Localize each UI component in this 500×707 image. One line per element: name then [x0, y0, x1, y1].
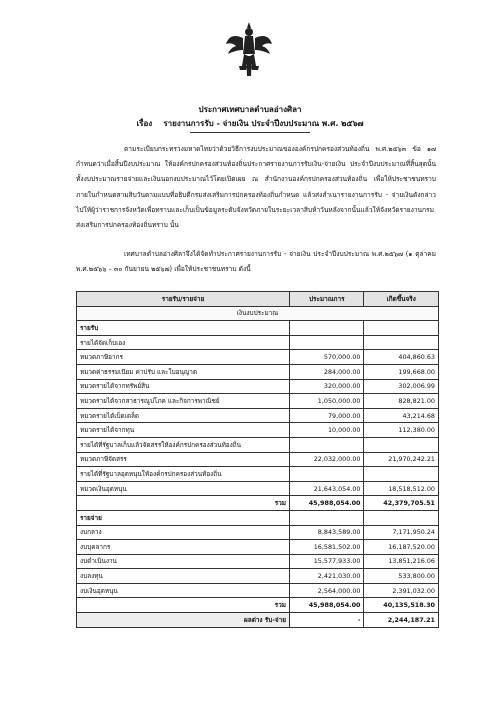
col-header-actual: เกิดขึ้นจริง	[364, 292, 439, 307]
row-estimate: 15,577,933.00	[290, 554, 364, 569]
row-label: งบเงินอุดหนุน	[77, 583, 290, 598]
row-actual: 2,391,032.00	[364, 583, 439, 598]
row-label: งบบุคลากร	[77, 540, 290, 555]
row-actual: 302,006.99	[364, 379, 439, 394]
row-estimate: 16,581,502.00	[290, 540, 364, 555]
net-difference-label: ผลต่าง รับ-จ่าย	[77, 613, 290, 628]
announcement-subject	[0, 117, 500, 130]
table-row	[77, 379, 439, 394]
expense-total-row	[77, 598, 439, 613]
row-estimate: 284,000.00	[290, 364, 364, 379]
col-header-estimate: ประมาณการ	[290, 292, 364, 307]
row-label: หมวดรายได้จากทรัพย์สิน	[77, 379, 290, 394]
table-row	[77, 554, 439, 569]
net-difference-row	[77, 613, 439, 628]
row-estimate: 21,643,054.00	[290, 481, 364, 496]
row-label: งบดำเนินงาน	[77, 554, 290, 569]
section-budget-row	[77, 306, 439, 321]
row-label: หมวดรายได้จากสาธารณูปโภค และกิจการพาณิชย์	[77, 394, 290, 409]
row-actual: 7,171,950.24	[364, 525, 439, 540]
row-actual: 112,380.00	[364, 423, 439, 438]
income-total-estimate: 45,988,054.00	[290, 496, 364, 511]
subject-text: รายงานการรับ - จ่ายเงิน ประจำปีงบประมาณ พ.ศ. ๒๕๖๗	[163, 119, 364, 128]
income-total-row	[77, 496, 439, 511]
title-divider	[190, 132, 310, 133]
income-group-row	[77, 321, 439, 336]
table-row	[77, 540, 439, 555]
table-row	[77, 350, 439, 365]
income-total-actual: 42,379,705.51	[364, 496, 439, 511]
net-difference-estimate: -	[290, 613, 364, 628]
row-label: หมวดภาษีจัดสรร	[77, 452, 290, 467]
own-revenue-group-row	[77, 335, 439, 350]
row-label: หมวดรายได้เบ็ดเตล็ด	[77, 408, 290, 423]
row-label: งบลงทุน	[77, 569, 290, 584]
expense-total-actual: 40,135,518.30	[364, 598, 439, 613]
table-row	[77, 423, 439, 438]
garuda-emblem	[224, 20, 274, 80]
gov-collected-group-row	[77, 437, 439, 452]
row-label: หมวดเงินอุดหนุน	[77, 481, 290, 496]
row-estimate: 79,000.00	[290, 408, 364, 423]
row-actual: 404,860.63	[364, 350, 439, 365]
section-budget-label: เงินงบประมาณ	[77, 306, 439, 321]
subsidy-group-row	[77, 467, 439, 482]
row-estimate: 1,050,000.00	[290, 394, 364, 409]
expense-total-estimate: 45,988,054.00	[290, 598, 364, 613]
intro-paragraph	[76, 142, 436, 233]
row-actual: 21,970,242.21	[364, 452, 439, 467]
row-estimate: 320,000.00	[290, 379, 364, 394]
row-estimate: 10,000.00	[290, 423, 364, 438]
subject-label: เรื่อง	[136, 119, 153, 128]
row-estimate: 2,564,000.00	[290, 583, 364, 598]
announcement-title: ประกาศเทศบาลตำบลอ่างศิลา	[198, 105, 302, 114]
table-row	[77, 394, 439, 409]
net-difference-actual: 2,244,187.21	[364, 613, 439, 628]
subsidy-label: รายได้ที่รัฐบาลอุดหนุนให้องค์กรปกครองส่วนท้องถิ่น	[77, 467, 290, 482]
expense-group-row	[77, 510, 439, 525]
row-actual: 828,821.00	[364, 394, 439, 409]
row-actual: 199,668.00	[364, 364, 439, 379]
expense-label: รายจ่าย	[77, 510, 290, 525]
row-actual: 43,214.68	[364, 408, 439, 423]
table-row	[77, 569, 439, 584]
own-revenue-label: รายได้จัดเก็บเอง	[77, 335, 290, 350]
expense-total-label: รวม	[77, 598, 290, 613]
gov-collected-label: รายได้ที่รัฐบาลเก็บแล้วจัดสรรให้องค์กรปกครองส่วนท้องถิ่น	[77, 437, 290, 452]
row-label: หมวดรายได้จากทุน	[77, 423, 290, 438]
second-paragraph	[76, 247, 436, 277]
row-label: หมวดค่าธรรมเนียม ค่าปรับ และใบอนุญาต	[77, 364, 290, 379]
table-row	[77, 481, 439, 496]
row-estimate: 570,000.00	[290, 350, 364, 365]
table-row	[77, 525, 439, 540]
row-actual: 18,518,512.00	[364, 481, 439, 496]
intro-paragraph-text: ตามระเบียบกระทรวงมหาดไทยว่าด้วยวิธีการงบประมาณขององค์กรปกครองส่วนท้องถิ่น พ.ศ.๒๕๖๓ ข้อ ๑๗ กำหนดว่าเมื่อสิ้นปีงบประมาณ ให้องค์กรปกครองส่วนท้องถิ่นประกาศรายงานการรับเงิน-จ่ายเงิน ประจำปีงบประมาณที่สิ้นสุดนั้น ทั้งงบประมาณรายจ่ายและเงินนอกงบประมาณไว้โดยเปิดเผย ณ สำนักงานองค์กรปกครองส่วนท้องถิ่น เพื่อให้ประชาชนทราบภายในกำหนดสามสิบวันตามแบบที่อธิบดีกรมส่งเสริมการปกครองท้องถิ่นกำหนด แล้วส่งสำเนารายงานการรับ - จ่ายเงินดังกล่าวไปให้ผู้ว่าราชการจังหวัดเพื่อทราบและเก็บเป็นข้อมูลระดับจังหวัดภายในระยะเวลาสิบห้าวันหลังจากนั้นแล้วให้จังหวัดรายงานกรมส่งเสริมการปกครองท้องถิ่นทราบ นั้น	[76, 145, 436, 230]
row-estimate: 22,032,000.00	[290, 452, 364, 467]
table-header-row	[77, 292, 439, 307]
row-estimate: 8,843,589.00	[290, 525, 364, 540]
table-row	[77, 364, 439, 379]
table-row	[77, 583, 439, 598]
row-actual: 16,187,520.00	[364, 540, 439, 555]
row-actual: 13,851,216.06	[364, 554, 439, 569]
table-row	[77, 452, 439, 467]
row-estimate: 2,421,030.00	[290, 569, 364, 584]
row-actual: 533,800.00	[364, 569, 439, 584]
row-label: หมวดภาษีอากร	[77, 350, 290, 365]
income-total-label: รวม	[77, 496, 290, 511]
table-row	[77, 408, 439, 423]
income-expense-table	[76, 291, 439, 628]
col-header-item: รายรับ/รายจ่าย	[77, 292, 290, 307]
second-paragraph-text: เทศบาลตำบลอ่างศิลาจึงได้จัดทำประกาศรายงานการรับ - จ่ายเงิน ประจำปีงบประมาณ พ.ศ.๒๕๖๗ (๑ ตุลาคม พ.ศ.๒๕๖๖ – ๓๐ กันยายน ๒๕๖๗) เพื่อให้ประชาชนทราบ ดังนี้	[76, 250, 436, 274]
income-label: รายรับ	[77, 321, 290, 336]
row-label: งบกลาง	[77, 525, 290, 540]
